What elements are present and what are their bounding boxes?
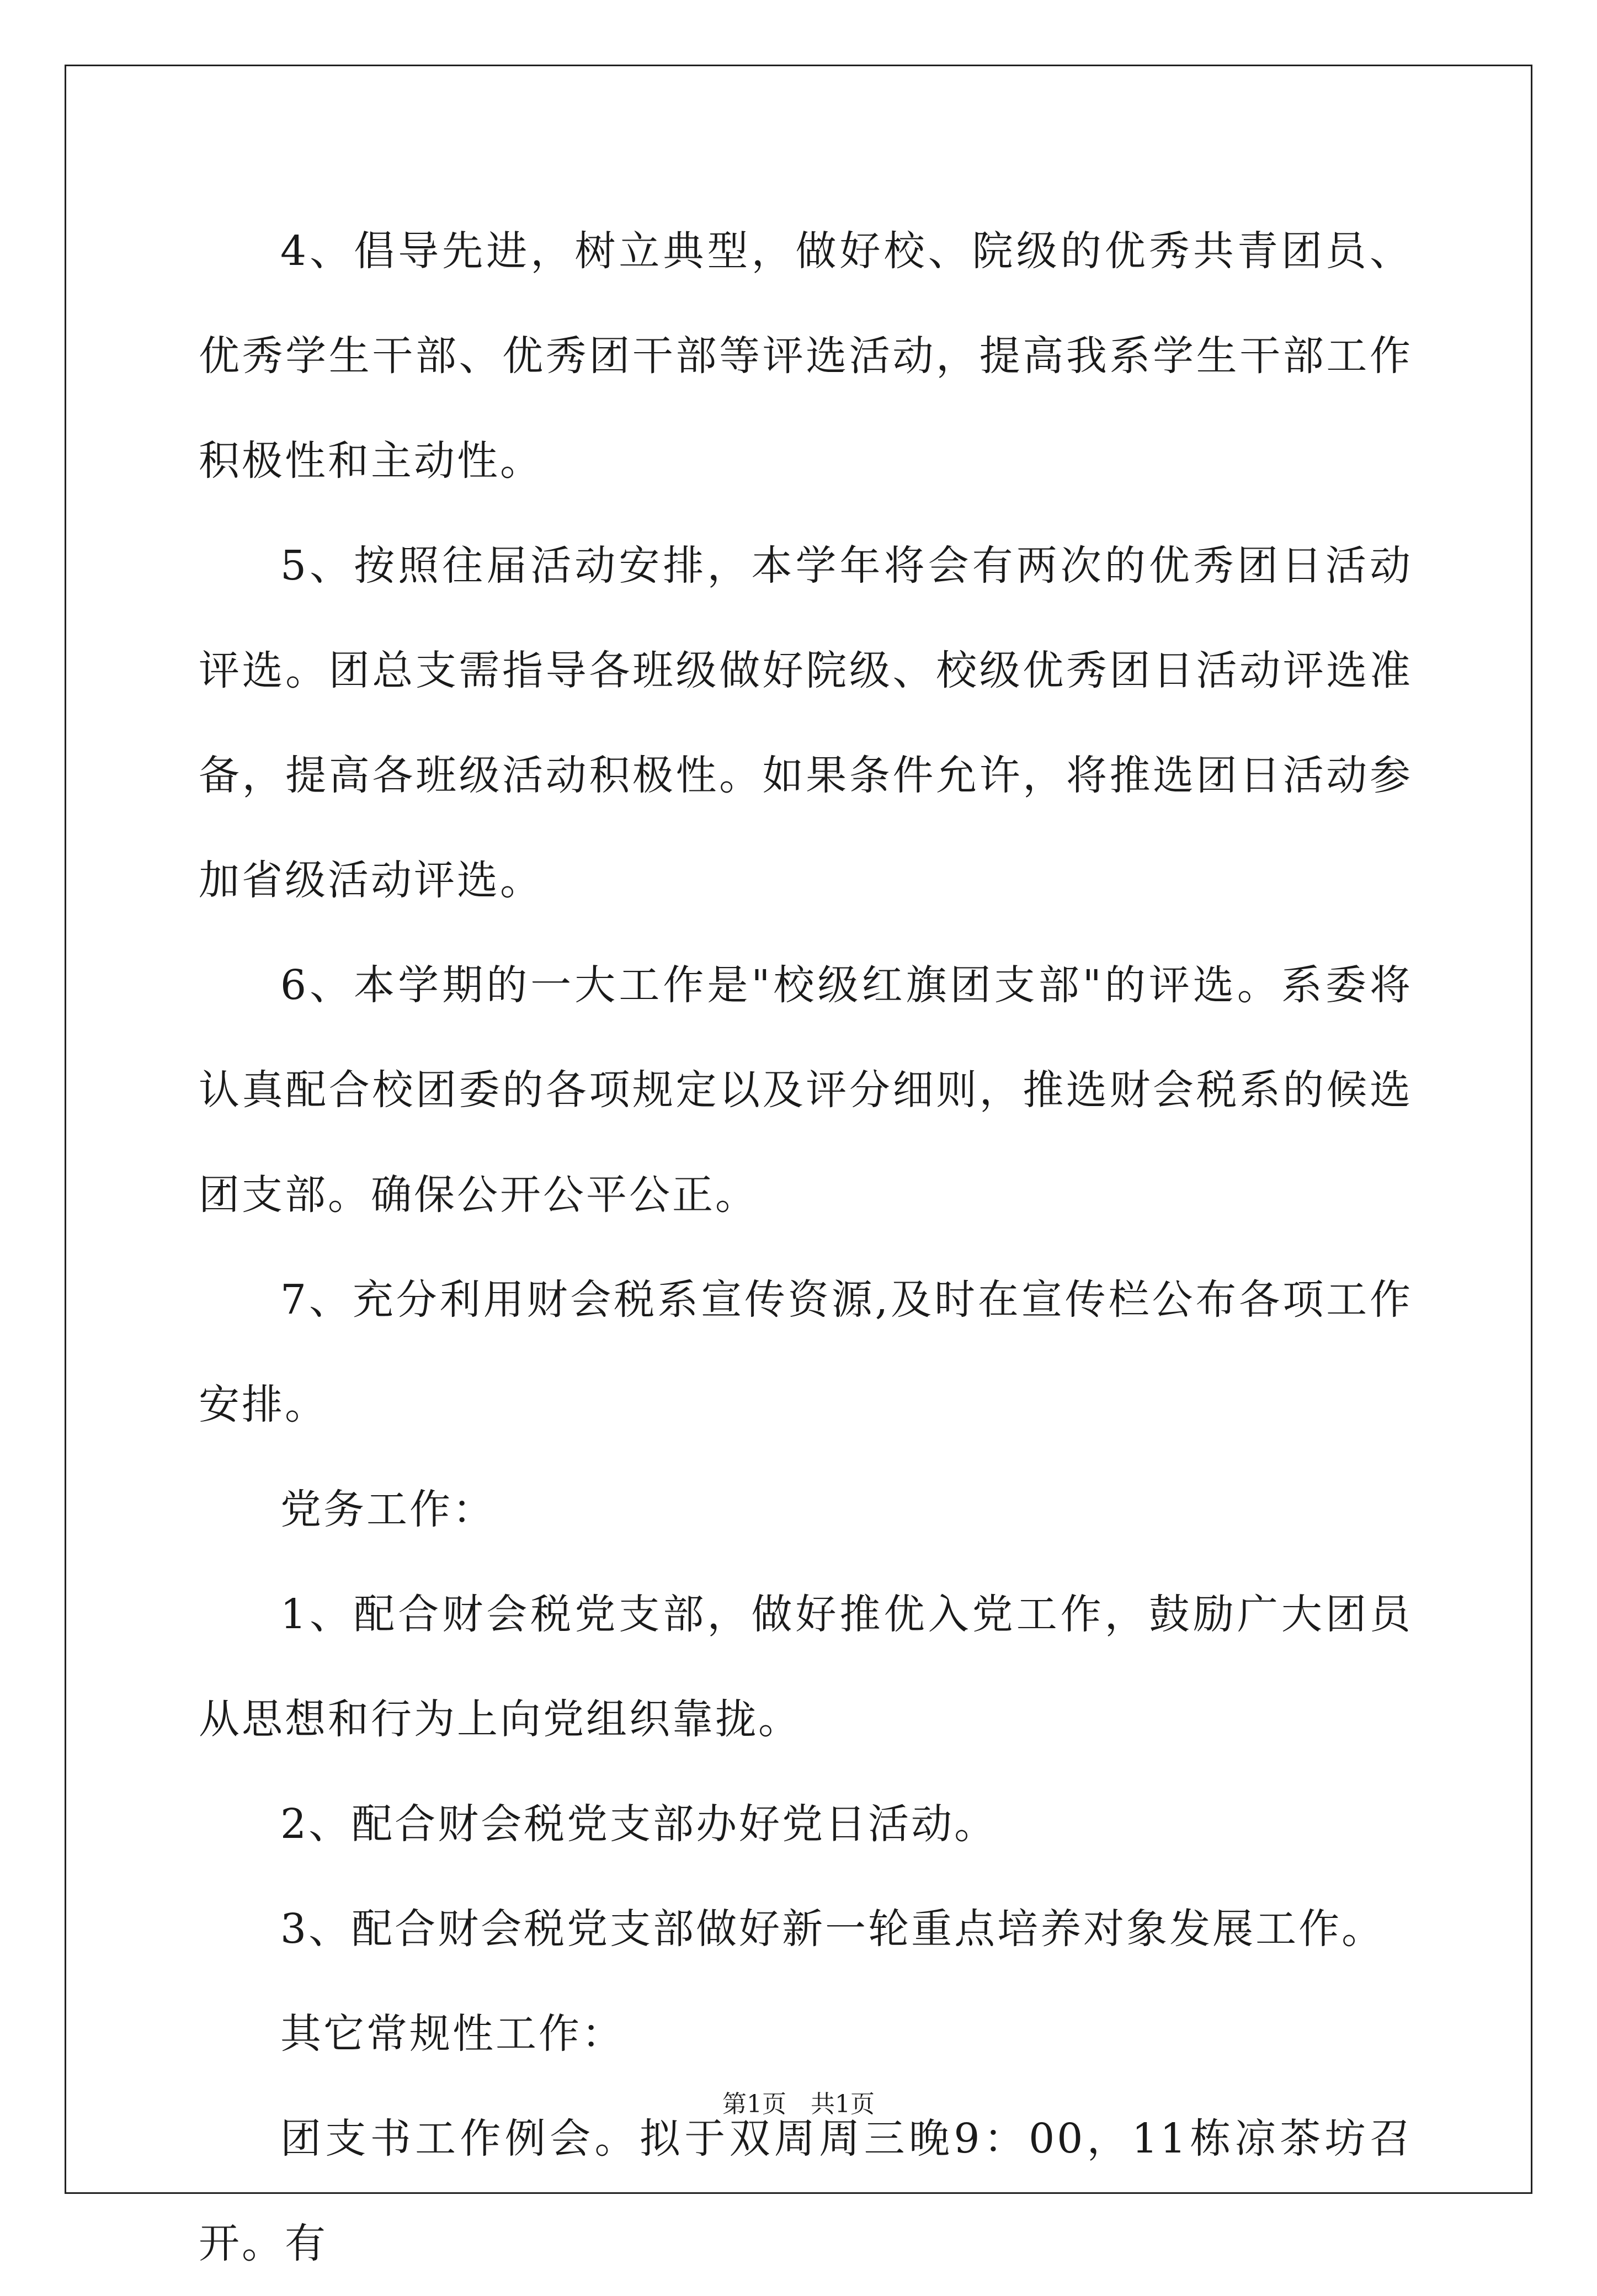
paragraph-party-2: 2、配合财会税党支部办好党日活动。 [280,1800,998,1848]
paragraph-party-3: 3、配合财会税党支部做好新一轮重点培养对象发展工作。 [280,1905,1385,1953]
page-number: 第1页 共1页 [722,2090,875,2118]
paragraph-item-7: 7、充分利用财会税系宣传资源,及时在宣传栏公布各项工作安排。 [199,1276,1413,1428]
document-body [199,199,1413,2296]
paragraph-item-6: 6、本学期的一大工作是"校级红旗团支部"的评选。系委将认真配合校团委的各项规定以及评分细则，推选财会税系的候选团支部。确保公开公平公正。 [199,961,1413,1219]
paragraph-party-1: 1、配合财会税党支部，做好推优入党工作，鼓励广大团员从思想和行为上向党组织靠拢。 [199,1591,1413,1743]
paragraph-item-4: 4、倡导先进，树立典型，做好校、院级的优秀共青团员、优秀学生干部、优秀团干部等评选活动，提高我系学生干部工作积极性和主动性。 [199,227,1413,485]
paragraph-item-5: 5、按照往届活动安排，本学年将会有两次的优秀团日活动评选。团总支需指导各班级做好院级、校级优秀团日活动评选准备，提高各班级活动积极性。如果条件允许，将推选团日活动参加省级活动评选。 [199,542,1413,904]
paragraph-meeting: 团支书工作例会。拟于双周周三晚9：00，11栋凉茶坊召开。有 [199,2115,1413,2267]
section-heading-other-work: 其它常规性工作： [280,2010,625,2058]
section-heading-party-work: 党务工作： [280,1486,496,1533]
